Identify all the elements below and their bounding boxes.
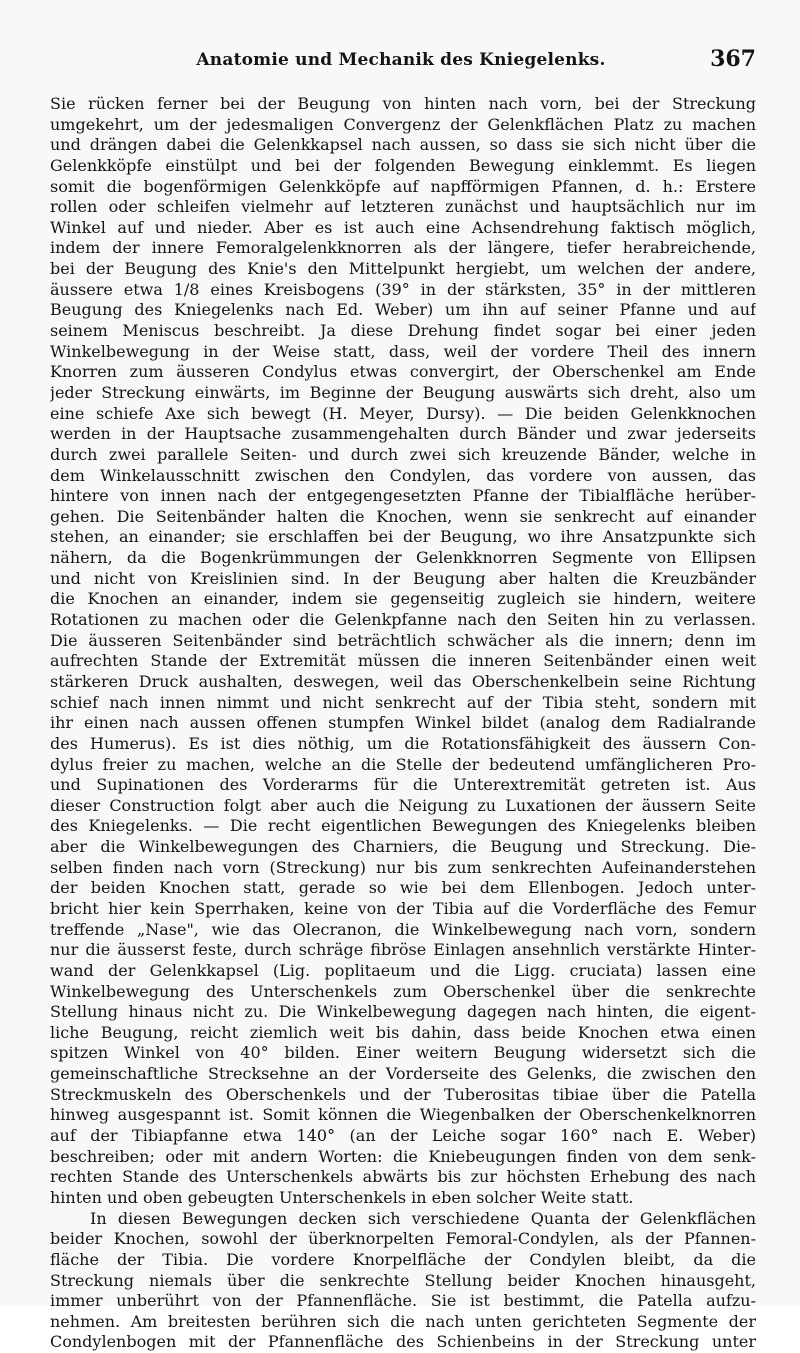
- text-line: ihr einen nach aussen offenen stumpfen Winkel bildet (analog dem Radialrande: [50, 713, 756, 733]
- text-line: spitzen Winkel von 40° bilden. Einer weitern Beugung widersetzt sich die: [50, 1043, 756, 1063]
- text-line: gehen. Die Seitenbänder halten die Knochen, wenn sie senkrecht auf einander: [50, 506, 756, 526]
- text-line: bricht hier kein Sperrhaken, keine von der Tibia auf die Vorderfläche des Femur: [50, 898, 756, 918]
- text-line: hinten und oben gebeugten Unterschenkels in eben solcher Weite statt.: [50, 1187, 634, 1207]
- text-line: schief nach innen nimmt und nicht senkrecht auf der Tibia steht, sondern mit: [50, 692, 756, 712]
- text-line: Winkel auf und nieder. Aber es ist auch eine Achsendrehung faktisch möglich,: [50, 217, 756, 237]
- text-line: und nicht von Kreislinien sind. In der Beugung aber halten die Kreuzbänder: [50, 568, 756, 588]
- text-line: Stellung hinaus nicht zu. Die Winkelbewegung dagegen nach hinten, die eigent-: [50, 1002, 756, 1022]
- text-line: Streckmuskeln des Oberschenkels und der Tuberositas tibiae über die Patella: [50, 1084, 756, 1104]
- text-line: treffende „Nase", wie das Olecranon, die Winkelbewegung nach vorn, sondern: [50, 919, 756, 939]
- text-line: Rotationen zu machen oder die Gelenkpfanne nach den Seiten hin zu verlassen.: [50, 610, 756, 630]
- text-line: bei der Beugung des Knie's den Mittelpunkt hergiebt, um welchen der andere,: [50, 259, 756, 279]
- text-line: Condylenbogen mit der Pfannenfläche des Schienbeins in der Streckung unter: [50, 1332, 756, 1352]
- text-line: Gelenkköpfe einstülpt und bei der folgenden Bewegung einklemmt. Es liegen: [50, 155, 756, 175]
- text-line: eine schiefe Axe sich bewegt (H. Meyer, Dursy). — Die beiden Gelenkknochen: [50, 403, 756, 423]
- text-line: des Humerus). Es ist dies nöthig, um die Rotationsfähigkeit des äussern Con-: [50, 733, 756, 753]
- body-text: [50, 94, 756, 1353]
- text-line: aber die Winkelbewegungen des Charniers, die Beugung und Streckung. Die-: [50, 837, 756, 857]
- text-line: dem Winkelausschnitt zwischen den Condylen, das vordere von aussen, das: [50, 465, 756, 485]
- text-line: werden in der Hauptsache zusammengehalten durch Bänder und zwar jederseits: [50, 424, 756, 444]
- text-line: beschreiben; oder mit andern Worten: die Kniebeugungen finden von dem senk-: [50, 1146, 756, 1166]
- text-line: gemeinschaftliche Strecksehne an der Vorderseite des Gelenks, die zwischen den: [50, 1064, 756, 1084]
- text-line: selben finden nach vorn (Streckung) nur bis zum senkrechten Aufeinanderstehen: [50, 857, 756, 877]
- text-line: liche Beugung, reicht ziemlich weit bis dahin, dass beide Knochen etwa einen: [50, 1022, 756, 1042]
- text-line: Knorren zum äusseren Condylus etwas convergirt, der Oberschenkel am Ende: [50, 362, 756, 382]
- text-line: dieser Construction folgt aber auch die Neigung zu Luxationen der äussern Seite: [50, 795, 756, 815]
- text-line: äussere etwa 1/8 eines Kreisbogens (39° in der stärksten, 35° in der mittleren: [50, 279, 756, 299]
- text-line: hintere von innen nach der entgegengesetzten Pfanne der Tibialfläche herüber-: [50, 486, 756, 506]
- running-header: [46, 46, 756, 76]
- text-line: seinem Meniscus beschreibt. Ja diese Drehung findet sogar bei einer jeden: [50, 321, 756, 341]
- text-line: hinweg ausgespannt ist. Somit können die Wiegenbalken der Oberschenkelknorren: [50, 1105, 756, 1125]
- text-line: indem der innere Femoralgelenkknorren als der längere, tiefer herabreichende,: [50, 238, 756, 258]
- text-line: und Supinationen des Vorderarms für die Unterextremität getreten ist. Aus: [50, 775, 756, 795]
- text-line: umgekehrt, um der jedesmaligen Convergenz der Gelenkflächen Platz zu machen: [50, 114, 756, 134]
- text-line: die Knochen an einander, indem sie gegenseitig zugleich sie hindern, weitere: [50, 589, 756, 609]
- text-line: und drängen dabei die Gelenkkapsel nach aussen, so dass sie sich nicht über die: [50, 135, 756, 155]
- text-line: Winkelbewegung in der Weise statt, dass, weil der vordere Theil des innern: [50, 341, 756, 361]
- text-line: wand der Gelenkkapsel (Lig. poplitaeum und die Ligg. cruciata) lassen eine: [50, 960, 756, 980]
- page-number: 367: [710, 46, 756, 72]
- text-line: durch zwei parallele Seiten- und durch zwei sich kreuzende Bänder, welche in: [50, 444, 756, 464]
- text-line: rollen oder schleifen vielmehr auf letzteren zunächst und hauptsächlich nur im: [50, 197, 756, 217]
- text-line: stärkeren Druck aushalten, deswegen, weil das Oberschenkelbein seine Richtung: [50, 671, 756, 691]
- running-title: Anatomie und Mechanik des Kniegelenks.: [196, 50, 606, 70]
- text-line: jeder Streckung einwärts, im Beginne der Beugung auswärts sich dreht, also um: [50, 382, 756, 402]
- text-line: dylus freier zu machen, welche an die Stelle der bedeutend umfänglicheren Pro-: [50, 754, 756, 774]
- text-line: nehmen. Am breitesten berühren sich die nach unten gerichteten Segmente der: [50, 1311, 756, 1331]
- text-line: In diesen Bewegungen decken sich verschiedene Quanta der Gelenkflächen: [90, 1208, 756, 1228]
- text-line: immer unberührt von der Pfannenfläche. Sie ist bestimmt, die Patella aufzu-: [50, 1291, 756, 1311]
- text-line: somit die bogenförmigen Gelenkköpfe auf napfförmigen Pfannen, d. h.: Erstere: [50, 176, 756, 196]
- text-line: nähern, da die Bogenkrümmungen der Gelenkknorren Segmente von Ellipsen: [50, 548, 756, 568]
- text-line: nur die äusserst feste, durch schräge fibröse Einlagen ansehnlich verstärkte Hinter-: [50, 940, 756, 960]
- text-line: der beiden Knochen statt, gerade so wie bei dem Ellenbogen. Jedoch unter-: [50, 878, 756, 898]
- text-line: auf der Tibiapfanne etwa 140° (an der Leiche sogar 160° nach E. Weber): [50, 1126, 756, 1146]
- text-line: Die äusseren Seitenbänder sind beträchtlich schwächer als die innern; denn im: [50, 630, 756, 650]
- text-line: Winkelbewegung des Unterschenkels zum Oberschenkel über die senkrechte: [50, 981, 756, 1001]
- text-line: stehen, an einander; sie erschlaffen bei der Beugung, wo ihre Ansatzpunkte sich: [50, 527, 756, 547]
- text-line: des Kniegelenks. — Die recht eigentlichen Bewegungen des Kniegelenks bleiben: [50, 816, 756, 836]
- text-line: Beugung des Kniegelenks nach Ed. Weber) um ihn auf seiner Pfanne und auf: [50, 300, 756, 320]
- text-line: Streckung niemals über die senkrechte Stellung beider Knochen hinausgeht,: [50, 1270, 756, 1290]
- text-line: fläche der Tibia. Die vordere Knorpelfläche der Condylen bleibt, da die: [50, 1249, 756, 1269]
- text-line: Sie rücken ferner bei der Beugung von hinten nach vorn, bei der Streckung: [50, 94, 756, 113]
- text-line: rechten Stande des Unterschenkels abwärts bis zur höchsten Erhebung des nach: [50, 1167, 756, 1187]
- text-line: aufrechten Stande der Extremität müssen die inneren Seitenbänder einen weit: [50, 651, 756, 671]
- text-line: beider Knochen, sowohl der überknorpelten Femoral-Condylen, als der Pfannen-: [50, 1229, 756, 1249]
